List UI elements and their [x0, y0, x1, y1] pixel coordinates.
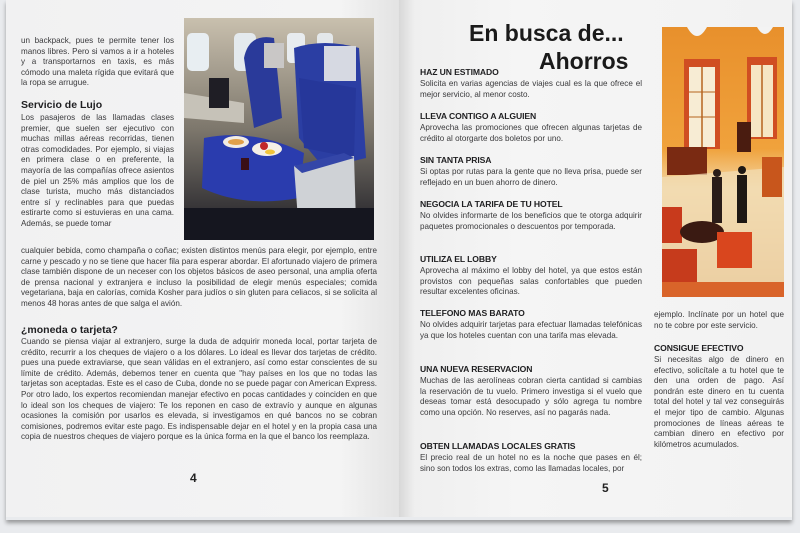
page-left — [6, 0, 399, 517]
tip-heading-lobby: UTILIZA EL LOBBY — [420, 254, 497, 264]
luxury-paragraph-wide: cualquier bebida, como champaña o coñac; existen distintos menús para elegir, por ejemplo, entre carne y pescado y no se tiene que hacer fila para esperar abordar. El afortunado viajero de primera clase también dispone de un neceser con los objetos básicos de aseo personal, una amplia oferta de prensa nacional y extranjera e incluso la posibilidad de elegir menús especiales; comida vegetariana, baja en calorías, comida Kosher para judíos o sin gluten para celiacos, si se solicita al menos 48 horas antes de que salga el avión. — [21, 246, 377, 308]
page-number-left: 4 — [190, 471, 197, 485]
page-number-right: 5 — [602, 481, 609, 495]
tip-heading-estimado: HAZ UN ESTIMADO — [420, 67, 499, 77]
page-right — [399, 0, 792, 517]
tip-text-llamadas: El precio real de un hotel no es la noche que pases en él; sino son todos los extras, como las llamadas locales, por — [420, 453, 642, 473]
currency-paragraph: Cuando se piensa viajar al extranjero, surge la duda de adquirir moneda local, portar tarjeta de crédito, recurrir a los cheques de viajero o a los dólares. Lo ideal es llevar dos tarjetas de crédito. pues una puede extraviarse, que sean válidas en el extranjero, así como estar conscientes de su límite de crédito. Además, debemos tener en cuenta que "hay países en los que no todas las tarjetas son aceptadas. Este es el caso de Cuba, donde no se puede pagar con American Express. Por otro lado, los expertos recomiendan manejar efectivo en pocas cantidades y coinciden en que lo ideal son los cheques de viajero: Te los reponen en caso de extravío y aunque en algunas ocasiones la comisión por usarlos es elevada, si investigamos en qué bancos no se cobran comisiones, podremos evitar este pago. Es indispensable dejar en el hotel y en la propia casa una copia de nuestros cheques de viajero porque es la única forma en la que el banco los reemplaza. — [21, 337, 377, 442]
title-en-busca-de: En busca de... — [469, 20, 624, 46]
tip-text-telefono: No olvides adquirir tarjetas para efectuar llamadas telefónicas ya que los hoteles cuentan con una tarifa mas elevada. — [420, 320, 642, 340]
tip-heading-telefono: TELEFONO MAS BARATO — [420, 308, 525, 318]
airplane-cabin-image — [184, 18, 374, 240]
first-class-seat-photo — [184, 18, 374, 240]
tip-heading-efectivo: CONSIGUE EFECTIVO — [654, 343, 744, 353]
tip-text-prisa: Si optas por rutas para la gente que no lleva prisa, puede ser reflejado en un buen ahorro de dinero. — [420, 167, 642, 187]
magazine-spread — [6, 0, 792, 520]
tip-heading-llamadas: OBTEN LLAMADAS LOCALES GRATIS — [420, 441, 576, 451]
tip-text-lobby: Aprovecha al máximo el lobby del hotel, ya que estos están provistos con pequeñas salas confortables que pueden resultar excelentes oficinas. — [420, 266, 642, 297]
hotel-lobby-image — [662, 27, 784, 297]
tip-text-hotel: No olvides informarte de los beneficios que te otorga adquirir paquetes promocionales o descuentos por temporada. — [420, 211, 642, 231]
tip-text-reservacion: Muchas de las aerolíneas cobran cierta cantidad si cambias la reservación de tu vuelo. Primero investiga si el vuelo que deseas tomar está desocupado y sólo agrega tu nombre como una opción. No reserves, así no pagarás nada. — [420, 376, 642, 417]
tip-text-efectivo: Si necesitas algo de dinero en efectivo, solicítale a tu hotel que te den una orden de pago. Así pondrán este dinero en tu cuenta total del hotel y tal vez conseguirás el mejor tipo de cambio. Algunas promociones de líneas aéreas te cambian dinero en efectivo por kilómetros acumulados. — [654, 355, 784, 449]
heading-servicio-de-lujo: Servicio de Lujo — [21, 99, 103, 111]
hotel-lobby-photo — [662, 27, 784, 297]
side-continuation: ejemplo. Inclínate por un hotel que no te cobre por este servicio. — [654, 310, 784, 330]
tip-heading-reservacion: UNA NUEVA RESERVACION — [420, 364, 533, 374]
tip-heading-alguien: LLEVA CONTIGO A ALGUIEN — [420, 111, 537, 121]
tip-heading-hotel: NEGOCIA LA TARIFA DE TU HOTEL — [420, 199, 563, 209]
tip-text-estimado: Solicita en varias agencias de viajes cual es la que ofrece el mejor servicio, al menor costo. — [420, 79, 642, 99]
tip-heading-prisa: SIN TANTA PRISA — [420, 155, 492, 165]
heading-moneda-o-tarjeta: ¿moneda o tarjeta? — [21, 324, 118, 336]
title-ahorros: Ahorros — [539, 48, 629, 74]
tip-text-alguien: Aprovecha las promociones que ofrecen algunas tarjetas de crédito al otorgarte dos boletos por uno. — [420, 123, 642, 143]
luxury-paragraph-narrow: Los pasajeros de las llamadas clases premier, que suelen ser ejecutivo con muchas millas aéreas recorridas, tienen otras comodidades. Por ejemplo, si viajas en primera clase o en preferente, la mayoría de las compañías ofrece asientos de piel un 25% más amplios que los de clase turista, mucho más distanciados entre sí y reclinables para que puedas estirarte como si estuvieras en una cama. Además, se puede tomar — [21, 113, 174, 228]
intro-paragraph: un backpack, pues te permite tener los manos libres. Pero si vamos a ir a hoteles y a transportarnos en taxis, es más cómodo una maleta rígida que evitará que la ropa se arrugue. — [21, 36, 174, 88]
